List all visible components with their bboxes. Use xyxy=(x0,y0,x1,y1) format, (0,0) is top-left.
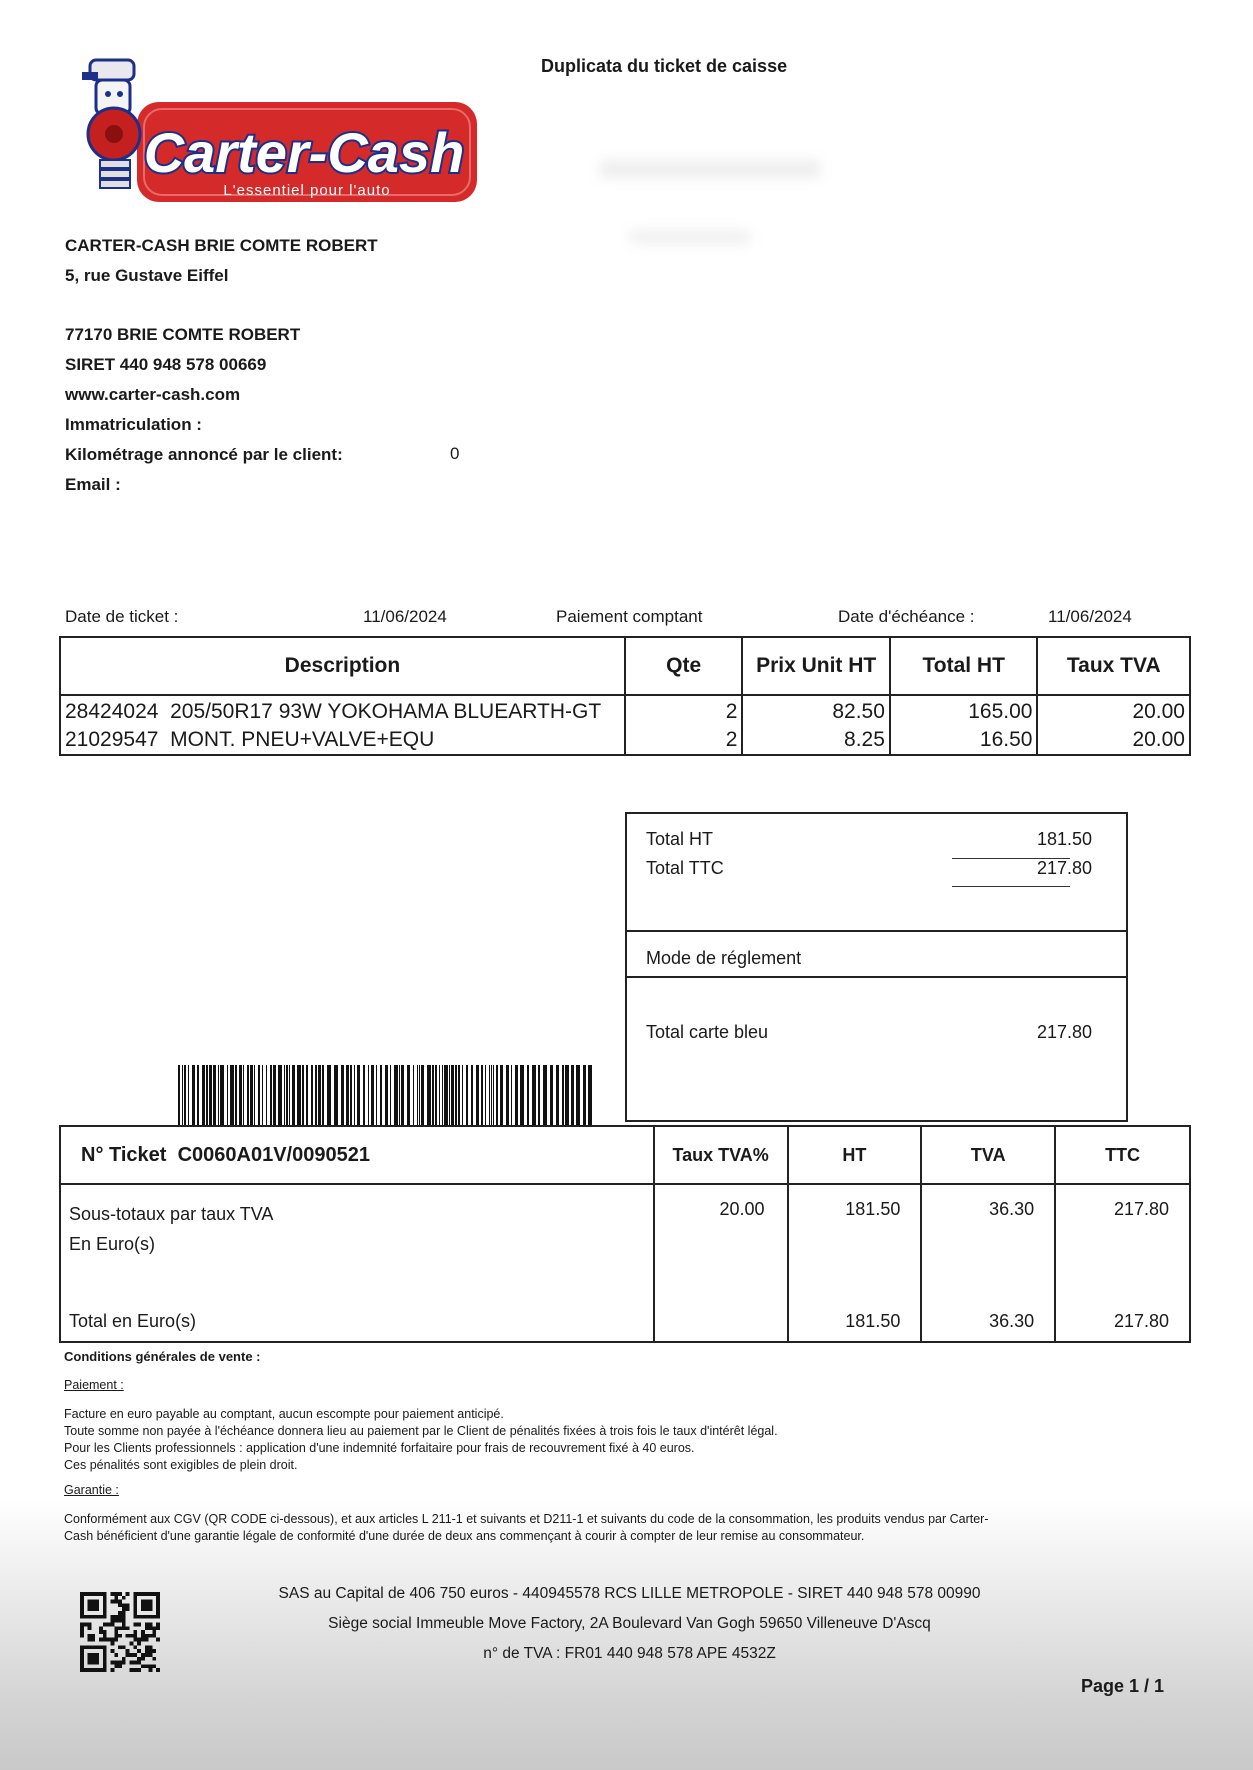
subtotal-ttc: 217.80 xyxy=(1055,1184,1190,1311)
barcode-bar xyxy=(368,1065,369,1125)
barcode-bar xyxy=(506,1065,509,1125)
barcode-bar xyxy=(413,1065,414,1125)
qr-module xyxy=(88,1634,92,1638)
qr-module xyxy=(133,1603,137,1607)
barcode-bar xyxy=(239,1065,242,1125)
barcode-bar xyxy=(341,1065,344,1125)
barcode-bar xyxy=(292,1065,295,1125)
barcode-bar xyxy=(550,1065,553,1125)
line-total-ht: 16.50 xyxy=(890,726,1038,755)
barcode-bar xyxy=(565,1065,569,1125)
barcode-bar xyxy=(202,1065,205,1125)
redacted-area xyxy=(600,160,820,178)
date-ticket-value: 11/06/2024 xyxy=(363,607,447,626)
barcode xyxy=(178,1065,595,1125)
barcode-bar xyxy=(327,1065,331,1125)
currency-label: En Euro(s) xyxy=(69,1234,156,1254)
qr-module xyxy=(133,1668,137,1672)
footer-line-company: SAS au Capital de 406 750 euros - 440945578 RCS LILLE METROPOLE - SIRET 440 948 578 00990 xyxy=(278,1585,981,1602)
barcode-bar xyxy=(376,1065,377,1125)
qr-module xyxy=(114,1634,118,1638)
divider xyxy=(627,930,1126,932)
payment-type: Paiement comptant xyxy=(556,607,703,626)
qr-module xyxy=(80,1634,84,1638)
document-title: Duplicata du ticket de caisse xyxy=(541,56,788,76)
barcode-bar xyxy=(485,1065,486,1125)
barcode-bar xyxy=(302,1065,304,1125)
qr-module xyxy=(91,1603,95,1607)
barcode-bar xyxy=(213,1065,216,1125)
qr-module xyxy=(80,1668,84,1672)
qr-module xyxy=(88,1607,92,1611)
total-label: Total en Euro(s) xyxy=(60,1311,654,1342)
table-row xyxy=(60,1184,1190,1311)
barcode-bar xyxy=(455,1065,457,1125)
barcode-bar xyxy=(538,1065,540,1125)
barcode-bar xyxy=(371,1065,374,1125)
barcode-bar xyxy=(394,1065,398,1125)
barcode-bar xyxy=(520,1065,524,1125)
barcode-bar xyxy=(311,1065,313,1125)
qr-module xyxy=(118,1603,122,1607)
barcode-bar xyxy=(451,1065,454,1125)
line-qte: 2 xyxy=(625,695,743,726)
barcode-bar xyxy=(197,1065,199,1125)
barcode-bar xyxy=(297,1065,301,1125)
qr-module xyxy=(149,1634,153,1638)
ticket-number-label: N° Ticket xyxy=(81,1143,167,1166)
qr-module xyxy=(130,1668,134,1672)
qr-module xyxy=(103,1607,107,1611)
qr-module xyxy=(145,1638,149,1642)
qr-module xyxy=(99,1638,103,1642)
warranty-heading: Garantie : xyxy=(64,1483,119,1497)
qr-module xyxy=(103,1634,107,1638)
barcode-bar xyxy=(435,1065,437,1125)
card-total-value: 217.80 xyxy=(1036,1022,1092,1042)
barcode-bar xyxy=(390,1065,391,1125)
qr-module xyxy=(88,1638,92,1642)
line-description: 28424024 205/50R17 93W YOKOHAMA BLUEARTH-GT xyxy=(60,695,625,726)
barcode-bar xyxy=(346,1065,349,1125)
qr-module xyxy=(156,1603,160,1607)
payment-heading: Paiement : xyxy=(64,1378,124,1392)
qr-module xyxy=(103,1638,107,1642)
qr-module xyxy=(156,1607,160,1611)
barcode-bar xyxy=(407,1065,410,1125)
km-value: 0 xyxy=(450,444,460,463)
barcode-bar xyxy=(556,1065,559,1125)
qr-module xyxy=(149,1664,153,1668)
qr-module xyxy=(122,1607,126,1611)
qr-module xyxy=(156,1638,160,1642)
qr-module xyxy=(141,1634,145,1638)
barcode-bar xyxy=(576,1065,580,1125)
qr-module xyxy=(152,1664,156,1668)
store-siret: SIRET 440 948 578 00669 xyxy=(65,355,267,374)
barcode-bar xyxy=(380,1065,382,1125)
ticket-number: C0060A01V/0090521 xyxy=(177,1143,370,1166)
barcode-bar xyxy=(527,1065,529,1125)
barcode-bar xyxy=(458,1065,460,1125)
divider xyxy=(627,976,1126,978)
barcode-bar xyxy=(178,1065,180,1125)
barcode-bar xyxy=(493,1065,494,1125)
barcode-bar xyxy=(466,1065,468,1125)
page-number: Page 1 / 1 xyxy=(1081,1676,1165,1696)
divider xyxy=(952,886,1070,887)
barcode-bar xyxy=(334,1065,338,1125)
warranty-line: Cash bénéficient d'une garantie légale de conformité d'une durée de deux ans commençant à courir à compter de leur remise au consommateur. xyxy=(64,1529,865,1543)
barcode-bar xyxy=(401,1065,404,1125)
total-ttc: 217.80 xyxy=(1055,1311,1190,1342)
barcode-bar xyxy=(442,1065,443,1125)
barcode-bar xyxy=(363,1065,365,1125)
qr-module xyxy=(91,1634,95,1638)
totals-box xyxy=(625,812,1128,1122)
payment-line: Pour les Clients professionnels : application d'une indemnité forfaitaire pour frais de recouvrement fixé à 40 euros. xyxy=(64,1441,695,1455)
table-row xyxy=(60,1311,1190,1342)
table-row xyxy=(60,695,1190,726)
qr-module xyxy=(156,1668,160,1672)
qr-module xyxy=(141,1603,145,1607)
barcode-bar xyxy=(254,1065,255,1125)
barcode-bar xyxy=(284,1065,285,1125)
logo-brand-text: Carter-Cash xyxy=(143,121,465,184)
qr-module xyxy=(80,1664,84,1668)
barcode-bar xyxy=(318,1065,321,1125)
qr-module xyxy=(84,1668,88,1672)
barcode-bar xyxy=(481,1065,483,1125)
barcode-bar xyxy=(270,1065,272,1125)
qr-module xyxy=(99,1668,103,1672)
qr-module xyxy=(91,1638,95,1642)
barcode-bar xyxy=(562,1065,564,1125)
barcode-bar xyxy=(476,1065,479,1125)
payment-line: Ces pénalités sont exigibles de plein droit. xyxy=(64,1458,298,1472)
line-tva-rate: 20.00 xyxy=(1037,726,1190,755)
warranty-line: Conformément aux CGV (QR CODE ci-dessous), et aux articles L 211-1 et suivants et D211-1 et suivants du code de la consommation, les produits vendus par Carter- xyxy=(64,1512,989,1526)
subtotal-rate: 20.00 xyxy=(654,1184,788,1311)
footer-line-address: Siège social Immeuble Move Factory, 2A Boulevard Van Gogh 59650 Villeneuve D'Ascq xyxy=(328,1615,931,1632)
card-total-label: Total carte bleu xyxy=(646,1022,769,1042)
qr-module xyxy=(149,1607,153,1611)
barcode-bar xyxy=(432,1065,434,1125)
barcode-bar xyxy=(462,1065,463,1125)
barcode-bar xyxy=(515,1065,518,1125)
immatriculation-label: Immatriculation : xyxy=(65,415,202,434)
qr-module xyxy=(114,1664,118,1668)
barcode-bar xyxy=(571,1065,574,1125)
qr-module xyxy=(118,1664,122,1668)
barcode-bar xyxy=(182,1065,183,1125)
qr-module xyxy=(133,1638,137,1642)
due-date-value: 11/06/2024 xyxy=(1048,607,1132,626)
barcode-bar xyxy=(421,1065,424,1125)
barcode-bar xyxy=(489,1065,490,1125)
qr-module xyxy=(141,1607,145,1611)
qr-module xyxy=(149,1603,153,1607)
barcode-bar xyxy=(399,1065,400,1125)
qr-module xyxy=(145,1603,149,1607)
barcode-bar xyxy=(250,1065,253,1125)
total-ttc-label: Total TTC xyxy=(646,858,724,878)
barcode-bar xyxy=(427,1065,431,1125)
carter-cash-logo xyxy=(82,52,482,212)
barcode-bar xyxy=(444,1065,448,1125)
barcode-bar xyxy=(220,1065,224,1125)
total-rate xyxy=(654,1311,788,1342)
barcode-bar xyxy=(419,1065,420,1125)
barcode-bar xyxy=(286,1065,288,1125)
qr-module xyxy=(141,1638,145,1642)
qr-module xyxy=(91,1668,95,1672)
barcode-bar xyxy=(350,1065,352,1125)
qr-module xyxy=(141,1664,145,1668)
qr-module xyxy=(126,1603,130,1607)
barcode-bar xyxy=(247,1065,249,1125)
barcode-bar xyxy=(227,1065,228,1125)
total-ht: 181.50 xyxy=(788,1311,922,1342)
qr-module xyxy=(80,1603,84,1607)
total-ttc-value: 217.80 xyxy=(1036,858,1092,878)
date-ticket-label: Date de ticket : xyxy=(65,607,179,626)
qr-module xyxy=(110,1668,114,1672)
barcode-bar xyxy=(449,1065,450,1125)
conditions-title: Conditions générales de vente : xyxy=(64,1349,261,1364)
store-website: www.carter-cash.com xyxy=(65,385,241,404)
qr-module xyxy=(137,1668,141,1672)
line-unit-price: 82.50 xyxy=(742,695,890,726)
qr-module xyxy=(91,1607,95,1611)
total-ht-value: 181.50 xyxy=(1036,829,1092,849)
payment-line: Facture en euro payable au comptant, aucun escompte pour paiement anticipé. xyxy=(64,1407,504,1421)
col-header-ttc: TTC xyxy=(1055,1126,1190,1184)
barcode-bar xyxy=(278,1065,282,1125)
line-tva-rate: 20.00 xyxy=(1037,695,1190,726)
qr-module xyxy=(95,1668,99,1672)
line-qte: 2 xyxy=(625,726,743,755)
lines-table xyxy=(59,636,1191,756)
qr-module xyxy=(137,1638,141,1642)
barcode-bar xyxy=(192,1065,195,1125)
payment-line: Toute somme non payée à l'échéance donnera lieu au paiement par le Client de pénalités fixées à trois fois le taux d'intérêt légal. xyxy=(64,1424,778,1438)
barcode-bar xyxy=(417,1065,418,1125)
vat-summary-table xyxy=(59,1125,1191,1343)
mascot-icon xyxy=(82,60,140,188)
col-header-taux-tva: Taux TVA xyxy=(1037,637,1190,695)
barcode-bar xyxy=(491,1065,492,1125)
subtotal-tva: 36.30 xyxy=(921,1184,1055,1311)
footer-line-vat: n° de TVA : FR01 440 948 578 APE 4532Z xyxy=(483,1645,776,1662)
km-label: Kilométrage annoncé par le client: xyxy=(65,445,343,464)
barcode-bar xyxy=(243,1065,244,1125)
barcode-bar xyxy=(385,1065,388,1125)
barcode-bar xyxy=(543,1065,547,1125)
subtotal-label: Sous-totaux par taux TVA xyxy=(69,1204,274,1224)
barcode-bar xyxy=(315,1065,317,1125)
qr-module xyxy=(149,1668,153,1672)
barcode-bar xyxy=(273,1065,276,1125)
barcode-bar xyxy=(439,1065,440,1125)
qr-module xyxy=(133,1634,137,1638)
barcode-bar xyxy=(511,1065,512,1125)
qr-module xyxy=(145,1607,149,1611)
barcode-bar xyxy=(289,1065,290,1125)
total-tva: 36.30 xyxy=(921,1311,1055,1342)
barcode-bar xyxy=(354,1065,355,1125)
barcode-bar xyxy=(230,1065,234,1125)
barcode-bar xyxy=(209,1065,212,1125)
col-header-prix-unit: Prix Unit HT xyxy=(742,637,890,695)
logo-tagline: L'essentiel pour l'auto xyxy=(223,182,391,199)
col-header-total-ht: Total HT xyxy=(890,637,1038,695)
store-name: CARTER-CASH BRIE COMTE ROBERT xyxy=(65,236,378,255)
col-header-description: Description xyxy=(60,637,625,695)
barcode-bar xyxy=(306,1065,308,1125)
total-ht-label: Total HT xyxy=(646,829,714,849)
qr-module xyxy=(133,1607,137,1611)
qr-module xyxy=(103,1603,107,1607)
qr-module xyxy=(130,1634,134,1638)
barcode-bar xyxy=(262,1065,263,1125)
barcode-bar xyxy=(218,1065,219,1125)
line-unit-price: 8.25 xyxy=(742,726,890,755)
barcode-bar xyxy=(496,1065,498,1125)
qr-module xyxy=(103,1664,107,1668)
qr-module xyxy=(80,1607,84,1611)
barcode-bar xyxy=(188,1065,189,1125)
barcode-bar xyxy=(532,1065,536,1125)
barcode-bar xyxy=(357,1065,360,1125)
qr-module xyxy=(107,1638,111,1642)
qr-module xyxy=(114,1638,118,1642)
store-city: 77170 BRIE COMTE ROBERT xyxy=(65,325,301,344)
payment-mode-label: Mode de réglement xyxy=(646,948,802,968)
barcode-bar xyxy=(184,1065,186,1125)
qr-module xyxy=(110,1638,114,1642)
store-street: 5, rue Gustave Eiffel xyxy=(65,266,229,285)
col-header-taux-tva-pct: Taux TVA% xyxy=(654,1126,788,1184)
line-description: 21029547 MONT. PNEU+VALVE+EQU xyxy=(60,726,625,755)
barcode-bar xyxy=(500,1065,503,1125)
barcode-bar xyxy=(258,1065,260,1125)
qr-module xyxy=(126,1607,130,1611)
line-total-ht: 165.00 xyxy=(890,695,1038,726)
qr-module xyxy=(88,1668,92,1672)
barcode-bar xyxy=(206,1065,208,1125)
col-header-tva: TVA xyxy=(921,1126,1055,1184)
barcode-bar xyxy=(588,1065,592,1125)
qr-module xyxy=(122,1603,126,1607)
barcode-bar xyxy=(322,1065,324,1125)
due-date-label: Date d'échéance : xyxy=(838,607,975,626)
barcode-bar xyxy=(266,1065,267,1125)
table-row xyxy=(60,726,1190,755)
qr-module xyxy=(95,1607,99,1611)
qr-module xyxy=(152,1634,156,1638)
barcode-bar xyxy=(583,1065,586,1125)
qr-module xyxy=(88,1603,92,1607)
email-label: Email : xyxy=(65,475,121,494)
redacted-area xyxy=(630,230,750,244)
col-header-ht: HT xyxy=(788,1126,922,1184)
qr-module xyxy=(145,1634,149,1638)
qr-module xyxy=(95,1603,99,1607)
qr-module xyxy=(103,1668,107,1672)
col-header-qte: Qte xyxy=(625,637,743,695)
qr-module xyxy=(126,1634,130,1638)
barcode-bar xyxy=(471,1065,473,1125)
barcode-bar xyxy=(235,1065,237,1125)
qr-module xyxy=(118,1634,122,1638)
subtotal-ht: 181.50 xyxy=(788,1184,922,1311)
qr-module xyxy=(145,1664,149,1668)
